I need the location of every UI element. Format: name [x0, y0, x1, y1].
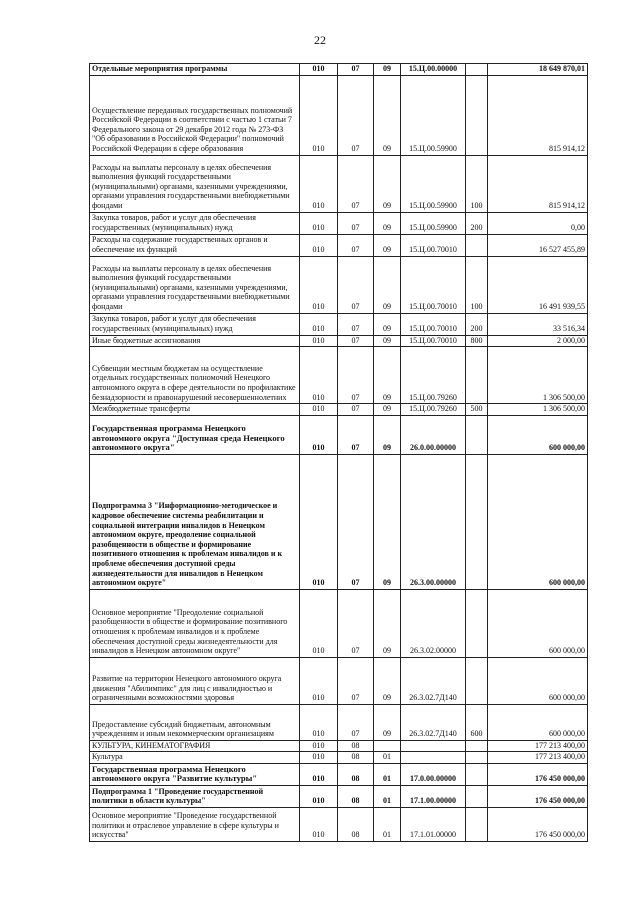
section-code: 07: [338, 589, 374, 657]
admin-code: 010: [300, 212, 338, 234]
table-row: [90, 752, 588, 764]
subsection-code: 09: [374, 335, 401, 347]
target-article-code: 15.Ц.00.00000: [401, 64, 466, 76]
expense-type-code: 200: [466, 313, 488, 335]
page-number: 22: [314, 33, 326, 47]
expense-type-code: [466, 347, 488, 404]
admin-code: 010: [300, 75, 338, 155]
row-name: Межбюджетные трансферты: [90, 404, 300, 416]
target-article-code: 15.Ц.00.79260: [401, 404, 466, 416]
section-code: 08: [338, 763, 374, 785]
row-name: Основное мероприятие "Проведение государственной политики и отраслевое управление в сфере культуры и искусства": [90, 807, 300, 841]
row-name: Государственная программа Ненецкого автономного округа "Доступная среда Ненецкого автономного округа": [90, 415, 300, 454]
admin-code: 010: [300, 404, 338, 416]
expense-type-code: 100: [466, 155, 488, 212]
subsection-code: 09: [374, 64, 401, 76]
expense-type-code: [466, 589, 488, 657]
table-row: [90, 256, 588, 313]
table-row: [90, 212, 588, 234]
admin-code: 010: [300, 335, 338, 347]
expense-type-code: 600: [466, 704, 488, 740]
section-code: 07: [338, 415, 374, 454]
admin-code: 010: [300, 256, 338, 313]
budget-table: [89, 63, 588, 842]
row-name: Культура: [90, 752, 300, 764]
row-name: Развитие на территории Ненецкого автономного округа движения "Абилимпикс" для лиц с инвалидностью и ограниченными возможностями здоровья: [90, 657, 300, 704]
table-row: [90, 704, 588, 740]
admin-code: 010: [300, 347, 338, 404]
section-code: 07: [338, 155, 374, 212]
row-name: Расходы на выплаты персоналу в целях обеспечения выполнения функций государственными (муниципальными) органами, казенными учреждениями, органами управления государственными внебюджетными фондами: [90, 155, 300, 212]
subsection-code: 09: [374, 657, 401, 704]
table-row: [90, 404, 588, 416]
amount: 176 450 000,00: [488, 807, 588, 841]
subsection-code: 09: [374, 256, 401, 313]
admin-code: 010: [300, 589, 338, 657]
amount: 600 000,00: [488, 704, 588, 740]
subsection-code: 01: [374, 752, 401, 764]
amount: 600 000,00: [488, 454, 588, 589]
section-code: 07: [338, 234, 374, 256]
amount: 2 000,00: [488, 335, 588, 347]
subsection-code: 01: [374, 807, 401, 841]
table-row: [90, 785, 588, 807]
amount: 815 914,12: [488, 75, 588, 155]
table-row: [90, 64, 588, 76]
target-article-code: [401, 752, 466, 764]
table-row: [90, 740, 588, 752]
section-code: 07: [338, 75, 374, 155]
section-code: 08: [338, 785, 374, 807]
amount: 1 306 500,00: [488, 347, 588, 404]
section-code: 08: [338, 752, 374, 764]
table-row: [90, 589, 588, 657]
expense-type-code: 200: [466, 212, 488, 234]
section-code: 07: [338, 657, 374, 704]
expense-type-code: [466, 763, 488, 785]
target-article-code: 17.0.00.00000: [401, 763, 466, 785]
admin-code: 010: [300, 415, 338, 454]
amount: 600 000,00: [488, 589, 588, 657]
amount: 33 516,34: [488, 313, 588, 335]
admin-code: 010: [300, 454, 338, 589]
admin-code: 010: [300, 155, 338, 212]
amount: 18 649 870,01: [488, 64, 588, 76]
row-name: Расходы на выплаты персоналу в целях обеспечения выполнения функций государственными (муниципальными) органами, казенными учреждениями, органами управления государственными внебюджетными фондами: [90, 256, 300, 313]
section-code: 07: [338, 704, 374, 740]
target-article-code: [401, 740, 466, 752]
section-code: 07: [338, 404, 374, 416]
expense-type-code: [466, 64, 488, 76]
amount: 177 213 400,00: [488, 752, 588, 764]
budget-table-body: [90, 64, 588, 842]
table-row: [90, 454, 588, 589]
row-name: Осуществление переданных государственных полномочий Российской Федерации в соответствии с частью 1 статьи 7 Федерального закона от 29 декабря 2012 года № 273-ФЗ "Об образовании в Российской Федерации" полномочий Российской Федерации в сфере образования: [90, 75, 300, 155]
subsection-code: 09: [374, 404, 401, 416]
table-row: [90, 763, 588, 785]
table-row: [90, 234, 588, 256]
target-article-code: 17.1.00.00000: [401, 785, 466, 807]
target-article-code: 26.3.00.00000: [401, 454, 466, 589]
target-article-code: 15.Ц.00.70010: [401, 234, 466, 256]
amount: 16 527 455,89: [488, 234, 588, 256]
subsection-code: 09: [374, 155, 401, 212]
target-article-code: 15.Ц.00.59900: [401, 212, 466, 234]
section-code: 07: [338, 313, 374, 335]
subsection-code: 09: [374, 704, 401, 740]
section-code: 08: [338, 807, 374, 841]
row-name: Отдельные мероприятия программы: [90, 64, 300, 76]
expense-type-code: [466, 752, 488, 764]
section-code: 08: [338, 740, 374, 752]
table-row: [90, 347, 588, 404]
target-article-code: 15.Ц.00.70010: [401, 335, 466, 347]
subsection-code: 09: [374, 313, 401, 335]
expense-type-code: 500: [466, 404, 488, 416]
target-article-code: 26.3.02.7Д140: [401, 657, 466, 704]
row-name: КУЛЬТУРА, КИНЕМАТОГРАФИЯ: [90, 740, 300, 752]
row-name: Закупка товаров, работ и услуг для обеспечения государственных (муниципальных) нужд: [90, 313, 300, 335]
subsection-code: 09: [374, 589, 401, 657]
admin-code: 010: [300, 763, 338, 785]
section-code: 07: [338, 335, 374, 347]
target-article-code: 26.0.00.00000: [401, 415, 466, 454]
admin-code: 010: [300, 64, 338, 76]
target-article-code: 26.3.02.00000: [401, 589, 466, 657]
admin-code: 010: [300, 313, 338, 335]
subsection-code: 01: [374, 763, 401, 785]
admin-code: 010: [300, 807, 338, 841]
row-name: Основное мероприятие "Преодоление социальной разобщенности в обществе и формирование позитивного отношения к проблемам инвалидов и к проблеме обеспечения доступной среды жизнедеятельности для инвалидов в Ненецком автономном округе": [90, 589, 300, 657]
subsection-code: 09: [374, 454, 401, 589]
amount: 16 491 939,55: [488, 256, 588, 313]
target-article-code: 26.3.02.7Д140: [401, 704, 466, 740]
section-code: 07: [338, 256, 374, 313]
table-row: [90, 313, 588, 335]
admin-code: 010: [300, 234, 338, 256]
amount: 176 450 000,00: [488, 763, 588, 785]
expense-type-code: [466, 415, 488, 454]
expense-type-code: [466, 454, 488, 589]
row-name: Предоставление субсидий бюджетным, автономным учреждениям и иным некоммерческим организациям: [90, 704, 300, 740]
section-code: 07: [338, 347, 374, 404]
section-code: 07: [338, 454, 374, 589]
table-row: [90, 415, 588, 454]
subsection-code: 01: [374, 785, 401, 807]
subsection-code: 09: [374, 415, 401, 454]
expense-type-code: [466, 75, 488, 155]
row-name: Иные бюджетные ассигнования: [90, 335, 300, 347]
amount: 1 306 500,00: [488, 404, 588, 416]
row-name: Подпрограмма 1 "Проведение государственной политики в области культуры": [90, 785, 300, 807]
section-code: 07: [338, 212, 374, 234]
row-name: Расходы на содержание государственных органов и обеспечение их функций: [90, 234, 300, 256]
expense-type-code: [466, 234, 488, 256]
target-article-code: 15.Ц.00.59900: [401, 155, 466, 212]
target-article-code: 15.Ц.00.70010: [401, 313, 466, 335]
subsection-code: 09: [374, 234, 401, 256]
subsection-code: 09: [374, 75, 401, 155]
section-code: 07: [338, 64, 374, 76]
target-article-code: 15.Ц.00.79260: [401, 347, 466, 404]
admin-code: 010: [300, 752, 338, 764]
subsection-code: 09: [374, 212, 401, 234]
target-article-code: 15.Ц.00.59900: [401, 75, 466, 155]
row-name: Закупка товаров, работ и услуг для обеспечения государственных (муниципальных) нужд: [90, 212, 300, 234]
row-name: Государственная программа Ненецкого автономного округа "Развитие культуры": [90, 763, 300, 785]
expense-type-code: [466, 657, 488, 704]
expense-type-code: [466, 740, 488, 752]
table-row: [90, 807, 588, 841]
target-article-code: 15.Ц.00.70010: [401, 256, 466, 313]
amount: 600 000,00: [488, 415, 588, 454]
amount: 600 000,00: [488, 657, 588, 704]
admin-code: 010: [300, 657, 338, 704]
expense-type-code: 100: [466, 256, 488, 313]
table-row: [90, 657, 588, 704]
amount: 0,00: [488, 212, 588, 234]
table-row: [90, 335, 588, 347]
target-article-code: 17.1.01.00000: [401, 807, 466, 841]
row-name: Подпрограмма 3 "Информационно-методическое и кадровое обеспечение системы реабилитации и социальной интеграции инвалидов в Ненецком автономном округе, преодоление социальной разобщенности в обществе и формирование позитивного отношения к проблемам инвалидов и к проблеме обеспечения доступной среды жизнедеятельности для инвалидов в Ненецком автономном округе": [90, 454, 300, 589]
admin-code: 010: [300, 740, 338, 752]
amount: 176 450 000,00: [488, 785, 588, 807]
expense-type-code: [466, 807, 488, 841]
table-row: [90, 155, 588, 212]
admin-code: 010: [300, 704, 338, 740]
subsection-code: [374, 740, 401, 752]
row-name: Субвенции местным бюджетам на осуществление отдельных государственных полномочий Ненецкого автономного округа в сфере деятельности по профилактике безнадзорности и правонарушений несовершеннолетних: [90, 347, 300, 404]
expense-type-code: [466, 785, 488, 807]
table-row: [90, 75, 588, 155]
subsection-code: 09: [374, 347, 401, 404]
expense-type-code: 800: [466, 335, 488, 347]
amount: 177 213 400,00: [488, 740, 588, 752]
amount: 815 914,12: [488, 155, 588, 212]
admin-code: 010: [300, 785, 338, 807]
